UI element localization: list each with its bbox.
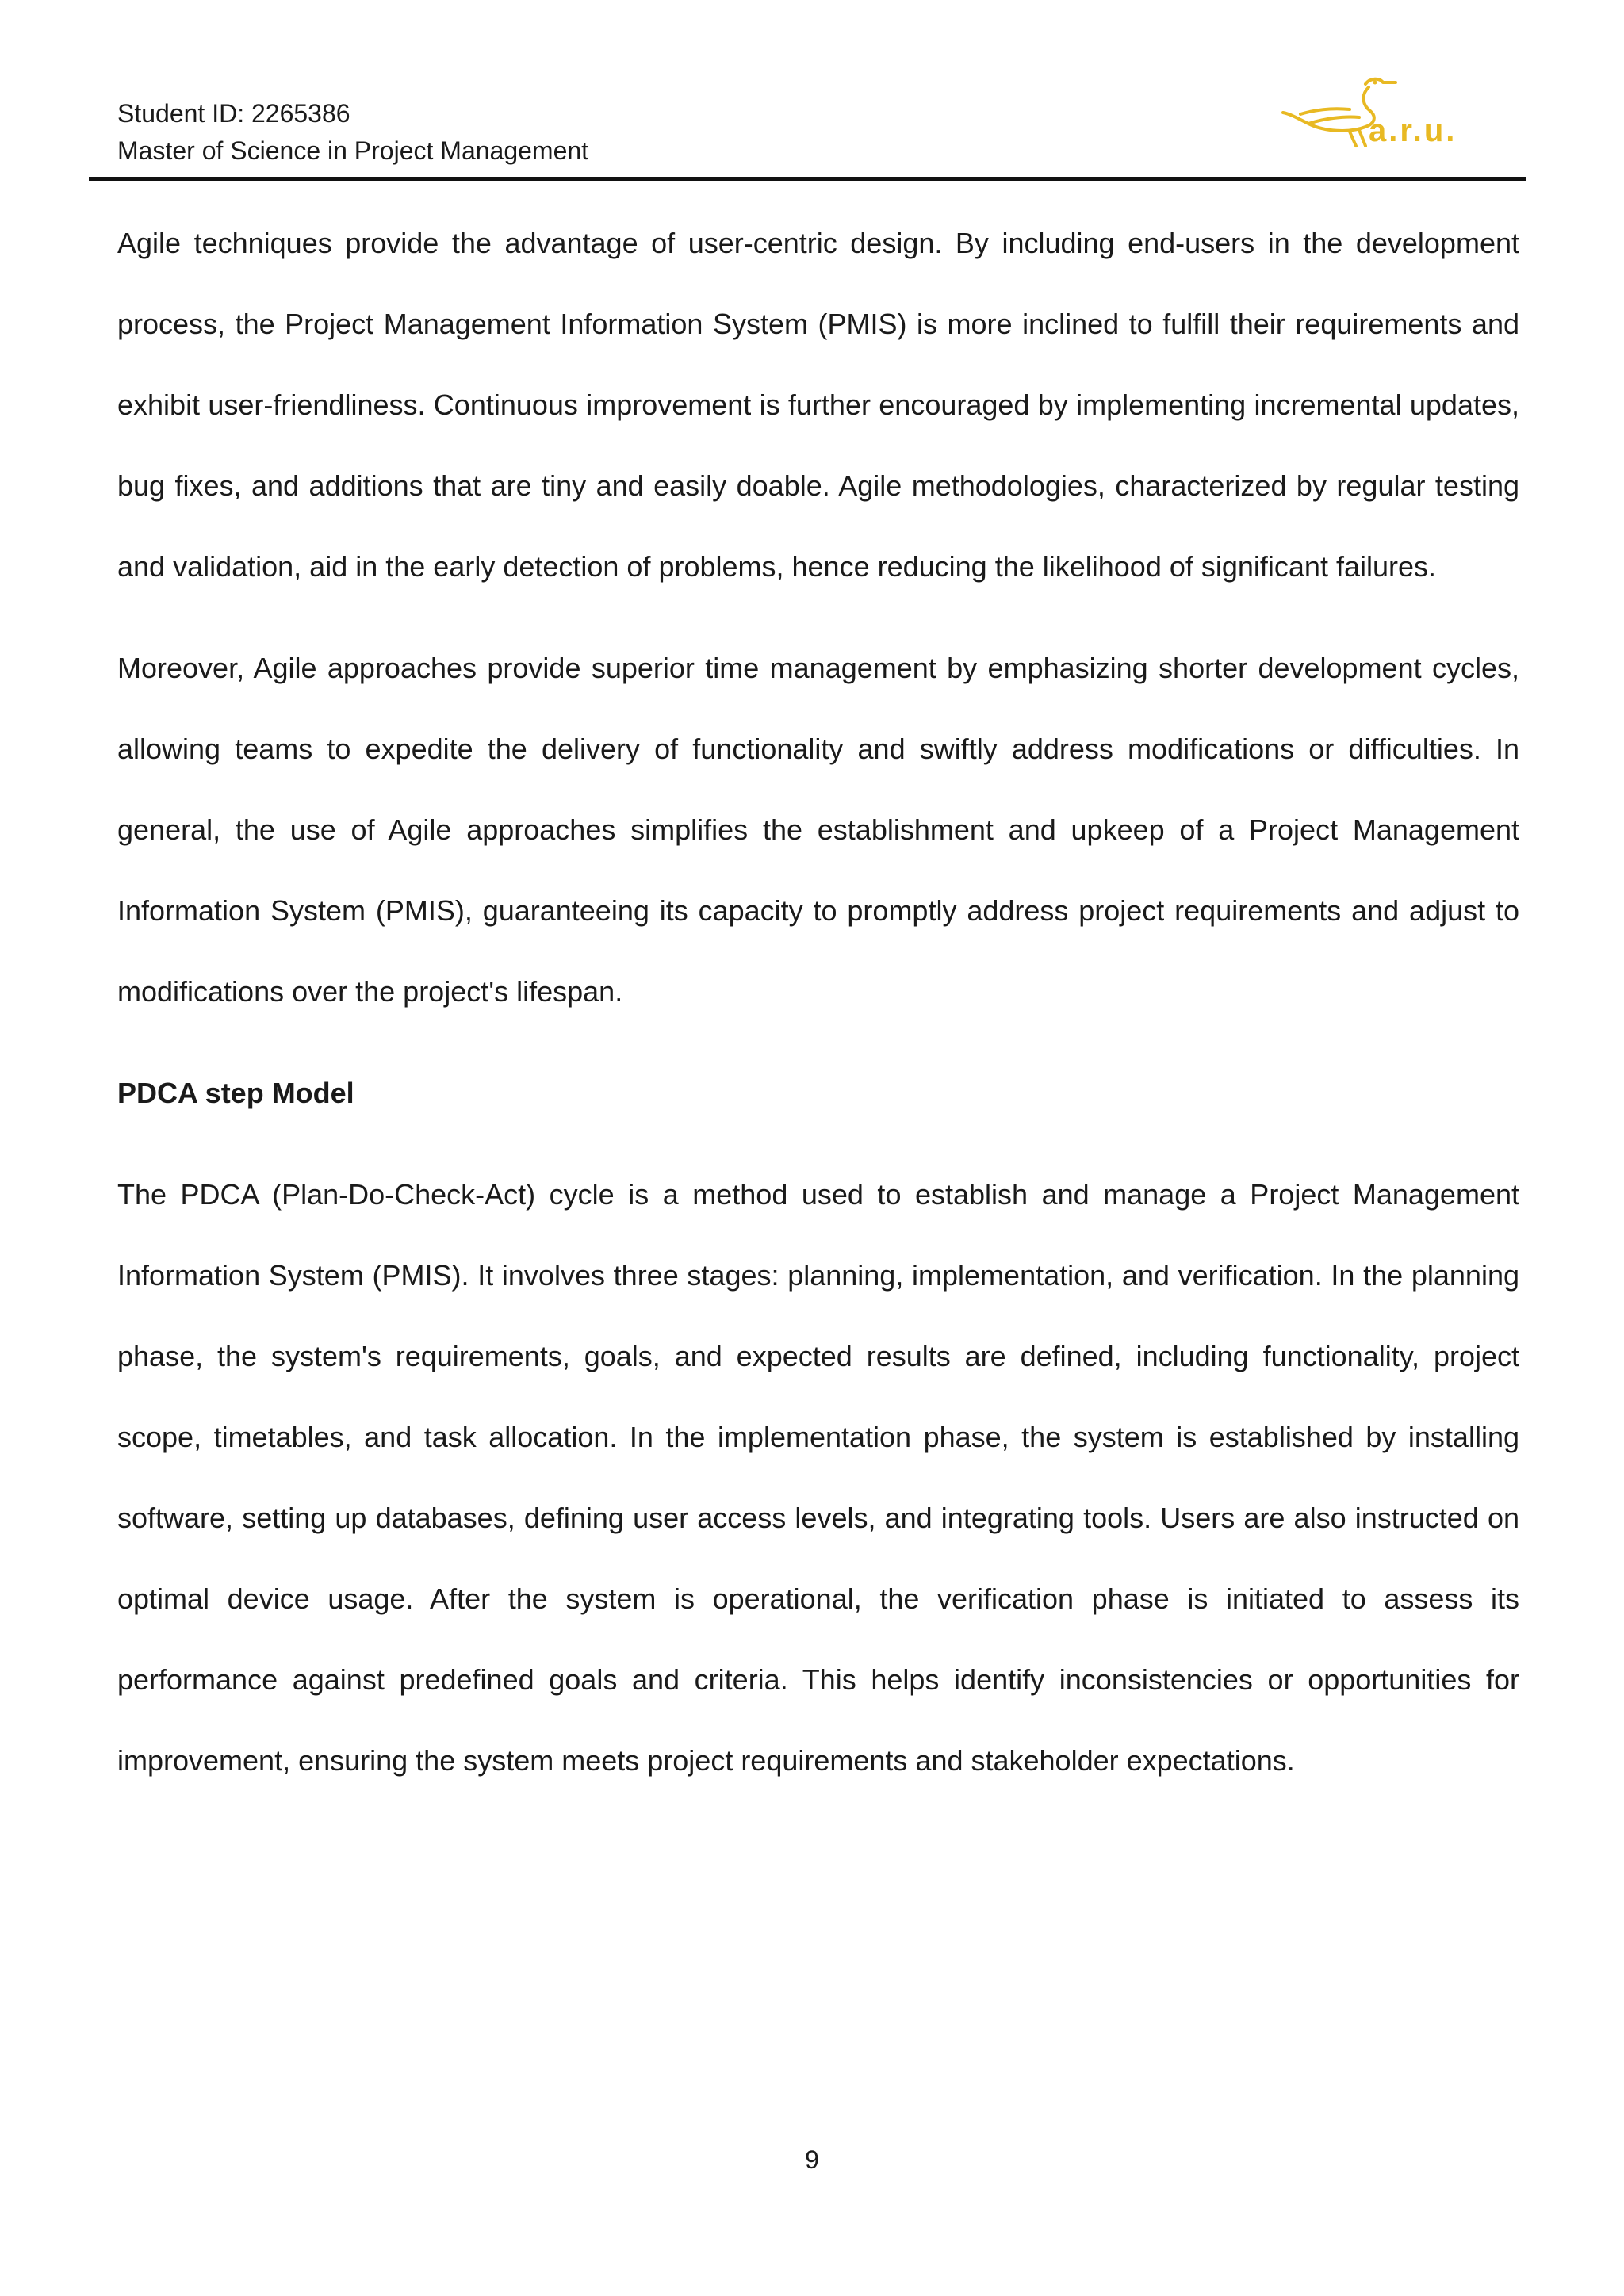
heron-bird-icon xyxy=(1277,73,1475,148)
university-logo xyxy=(1277,73,1475,148)
header-divider xyxy=(89,177,1526,181)
paragraph-pdca-cycle: The PDCA (Plan-Do-Check-Act) cycle is a method used to establish and manage a Project Management Information System (PMIS). It involves three stages: planning, implementation, and verification. In the planning phase, the system's requirements, goals, and expected results are defined, including functionality, project scope, timetables, and task allocation. In the implementation phase, the system is established by installing software, setting up databases, defining user access levels, and integrating tools. Users are also instructed on optimal device usage. After the system is operational, the verification phase is initiated to assess its performance against predefined goals and criteria. This helps identify inconsistencies or opportunities for improvement, ensuring the system meets project requirements and stakeholder expectations. xyxy=(117,1178,1519,1777)
page-number: 9 xyxy=(805,2145,819,2174)
student-id: Student ID: 2265386 xyxy=(117,99,350,128)
section-heading: PDCA step Model xyxy=(117,1077,354,1109)
page-header xyxy=(117,95,1354,170)
paragraph-agile-user-centric: Agile techniques provide the advantage of user-centric design. By including end-users in the development process, the Project Management Information System (PMIS) is more inclined to fulfill their requirements and exhibit user-friendliness. Continuous improvement is further encouraged by implementing incremental updates, bug fixes, and additions that are tiny and easily doable. Agile methodologies, characterized by regular testing and validation, aid in the early detection of problems, hence reducing the likelihood of significant failures. xyxy=(117,227,1519,583)
programme-title: Master of Science in Project Management xyxy=(117,136,589,165)
logo-text: a.r.u. xyxy=(1369,113,1457,148)
paragraph-agile-time-management: Moreover, Agile approaches provide superior time management by emphasizing shorter development cycles, allowing teams to expedite the delivery of functionality and swiftly address modifications or difficulties. In general, the use of Agile approaches simplifies the establishment and upkeep of a Project Management Information System (PMIS), guaranteeing its capacity to promptly address project requirements and adjust to modifications over the project's lifespan. xyxy=(117,652,1519,1008)
page-body xyxy=(117,203,1519,1801)
